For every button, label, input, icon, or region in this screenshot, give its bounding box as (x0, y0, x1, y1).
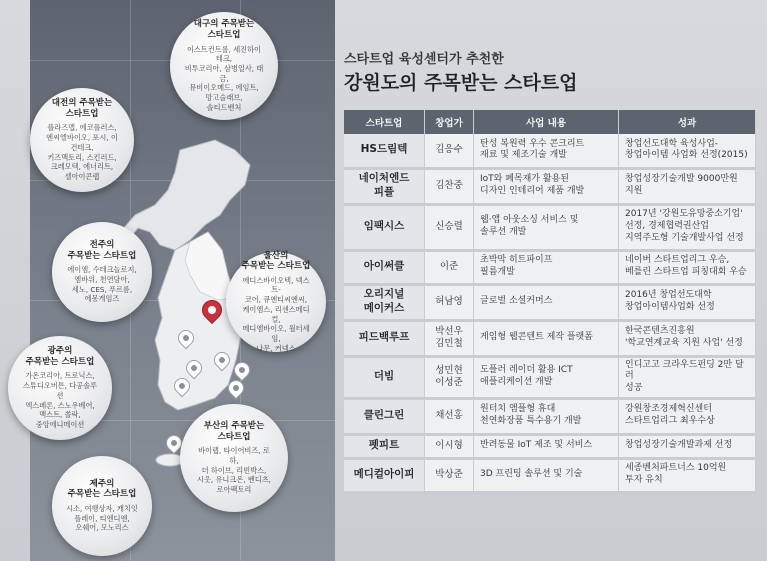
achievement: 세종벤처파트너스 10억원 투자 유치 (619, 458, 756, 492)
region-bubble-ulsan (226, 252, 326, 352)
page-subtitle: 스타트업 육성센터가 추천한 (344, 52, 504, 67)
startup-name: 더빔 (344, 356, 425, 398)
startup-name: 클린그린 (344, 398, 425, 434)
founder-name: 김응수 (425, 134, 474, 168)
table-row (344, 458, 756, 492)
region-title: 제주의 주목받는 스타트업 (67, 478, 137, 500)
startup-name: 네이처엔드 피플 (344, 168, 425, 204)
region-startup-list: 시소, 여행상자, 캐치잇 플레이, 티엔디엔, 오쉐어, 모노리스 (66, 504, 138, 533)
founder-name: 채선홍 (425, 398, 474, 434)
founder-name: 신승렬 (425, 204, 474, 250)
business-description: 원터치 앰플형 휴대 천연화장품 특수용기 개발 (474, 398, 619, 434)
table-row (344, 434, 756, 458)
region-bubble-daejeon (30, 88, 134, 192)
table-row (344, 134, 756, 168)
table-row (344, 398, 756, 434)
region-title: 대구의 주목받는 스타트업 (193, 19, 255, 40)
achievement: 인디고고 크라우드펀딩 2만 달러 성공 (619, 356, 756, 398)
table-row (344, 320, 756, 356)
column-header: 창업가 (425, 110, 474, 134)
founder-name: 박상준 (425, 458, 474, 492)
region-bubble-gwangju (8, 336, 112, 440)
achievement: 창업성장기술개발 9000만원 지원 (619, 168, 756, 204)
business-description: 웹·앱 아웃소싱 서비스 및 솔루션 개발 (474, 204, 619, 250)
startup-name: 임팩시스 (344, 204, 425, 250)
achievement: 2016년 창업선도대학 창업아이템사업화 선정 (619, 284, 756, 320)
region-startup-list: 이스트컨트롤, 세진하이테크, 비투코리아, 삼병일사, 태금, 뮤비이오메드, 에임트, 망고슬래브, 솔티드벤처 (184, 44, 264, 112)
region-title: 부산의 주목받는 스타트업 (203, 421, 265, 442)
region-bubble-jeonju (52, 222, 152, 322)
table-row (344, 284, 756, 320)
startup-name: 펫피트 (344, 434, 425, 458)
business-description: 3D 프린팅 솔루션 및 기술 (474, 458, 619, 492)
business-description: 탄성 복원력 우수 콘크리트 재료 및 제조기술 개발 (474, 134, 619, 168)
founder-name: 이준 (425, 250, 474, 284)
startup-name: 피드백루프 (344, 320, 425, 356)
startup-table (344, 110, 756, 494)
achievement: 강원창조경제혁신센터 스타트업리그 최우수상 (619, 398, 756, 434)
table-row (344, 356, 756, 398)
founder-name: 허남영 (425, 284, 474, 320)
business-description: 반려동물 IoT 제조 및 서비스 (474, 434, 619, 458)
page-title: 강원도의 주목받는 스타트업 (344, 72, 578, 94)
business-description: 도플러 레이더 활용 ICT 애플리케이션 개발 (474, 356, 619, 398)
region-title: 전주의 주목받는 스타트업 (67, 239, 137, 261)
region-startup-list: 바이랩, 타이어비즈, 로하, 더 하이브, 리빈박스, 시옷, 유니크온, 벤디츠, 로아팩토리 (197, 446, 271, 495)
column-header: 사업 내용 (474, 110, 619, 134)
table-row (344, 168, 756, 204)
region-title: 울산의 주목받는 스타트업 (241, 250, 311, 272)
north-korea-shape (122, 140, 250, 250)
region-bubble-daegu (170, 12, 278, 120)
region-startup-list: 에디스바이오텍, 넥스트- 코어, 큐엔티씨엔씨, 케이엠스, 리센스메디컬, 메디엠바이오, 월터세임, 나무, 커넥스 (242, 275, 310, 353)
founder-name: 이시형 (425, 434, 474, 458)
startup-name: 메디컬아이피 (344, 458, 425, 492)
founder-name: 성민현 이성준 (425, 356, 474, 398)
founder-name: 박선우 김민철 (425, 320, 474, 356)
startup-name: 오리지널 메이커스 (344, 284, 425, 320)
region-bubble-jeju (52, 456, 152, 556)
startup-name: 아이써클 (344, 250, 425, 284)
region-startup-list: 가온코리아, 트로닉스, 스튜디오버튼, 다공솔루션 엑스페론, 스노우베어, 맥스트, 쏠락, 중앙에니메이션 (22, 371, 97, 430)
founder-name: 김찬중 (425, 168, 474, 204)
column-header: 성과 (619, 110, 756, 134)
table-row (344, 250, 756, 284)
region-startup-list: 에이엠, 수테크놀로지, 엠바위, 천연담아, 세노, CES, 푸르름, 에몽게임즈 (67, 265, 137, 304)
region-title: 광주의 주목받는 스타트업 (25, 346, 95, 367)
region-title: 대전의 주목받는 스타트업 (51, 98, 113, 119)
table-row (344, 204, 756, 250)
achievement: 2017년 '강원도유망중소기업' 선정, 경제협력권산업 지역주도형 기술개발사업 선정 (619, 204, 756, 250)
region-startup-list: 플라즈맵, 에코플러스, 엔씨엘바이오, 포시, 이건테크, 키즈맥토리, 스킨러드, 크레모텍, 에너리트, 셀아이콘랩 (46, 123, 118, 182)
achievement: 한국콘텐츠진흥원 '학교연계교육 지원 사업' 선정 (619, 320, 756, 356)
achievement: 네이버 스타트업리그 우승, 베를린 스타트업 피칭대회 우승 (619, 250, 756, 284)
achievement: 창업선도대학 육성사업- 창업아이템 사업화 선정(2015) (619, 134, 756, 168)
business-description: 글로벌 소셜커머스 (474, 284, 619, 320)
achievement: 창업성장기술개발과제 선정 (619, 434, 756, 458)
column-header: 스타트업 (344, 110, 425, 134)
table-header-row (344, 110, 756, 134)
business-description: IoT와 폐목재가 활용된 디자인 인테리어 제품 개발 (474, 168, 619, 204)
business-description: 게임형 웹콘텐트 제작 플랫폼 (474, 320, 619, 356)
startup-name: HS드림텍 (344, 134, 425, 168)
business-description: 초박막 히트파이프 필름개발 (474, 250, 619, 284)
region-bubble-busan (180, 404, 288, 512)
